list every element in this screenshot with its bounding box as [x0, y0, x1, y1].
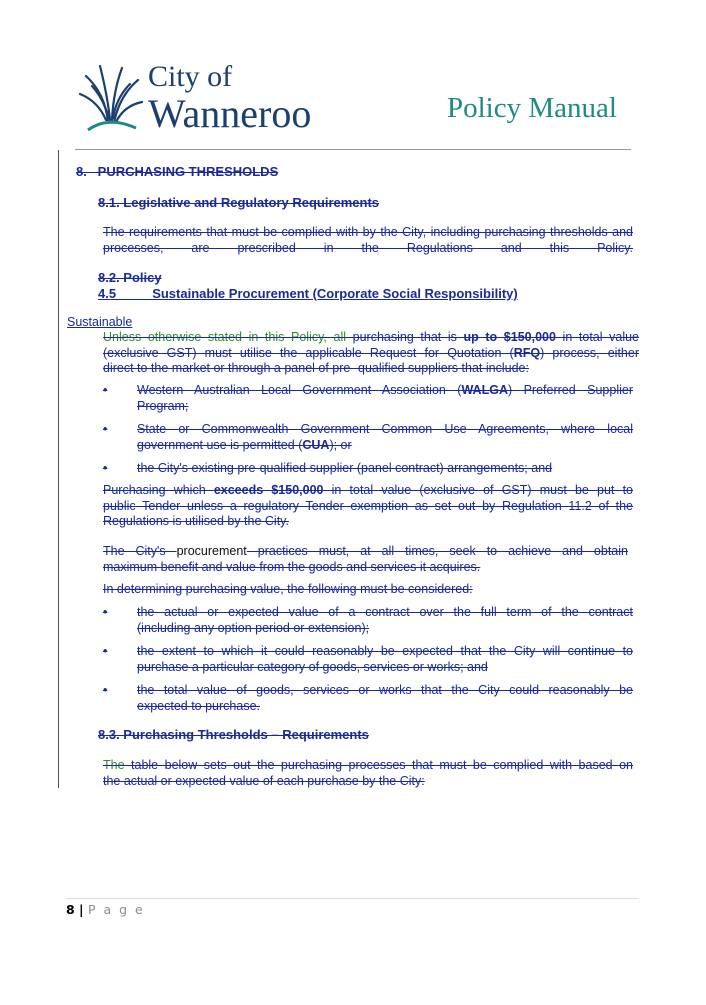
continue-purchase-list-item: the extent to which it could reasonably be expected that the City will continue to purchase a particular category of goods, services or works; and — [137, 644, 633, 674]
procurement-value-paragraph: The City's procurement practices must, at all times, seek to achieve and obtain maximum benefit and value from the goods and services it acquires. — [103, 544, 628, 574]
rfq-threshold-paragraph — [103, 330, 639, 377]
revision-change-bar — [58, 150, 59, 788]
city-of-wanneroo-logo — [78, 62, 328, 134]
determining-value-paragraph: In determining purchasing value, the following must be considered: — [103, 582, 473, 596]
policy-manual-title: Policy Manual — [447, 92, 617, 124]
tender-threshold-paragraph: Purchasing which exceeds $150,000 in total value (exclusive of GST) must be put to public Tender unless a regulatory Tender exemption as set out by Regulation 11.2 of the Regulations is utilised by the City. — [103, 483, 633, 528]
logo-text-city-of: City of — [148, 60, 233, 93]
bullet-icon: • — [103, 461, 108, 475]
bullet-icon: • — [103, 644, 108, 658]
section-8-3-heading: 8.3. Purchasing Thresholds – Requirements — [98, 727, 369, 742]
page-label: P a g e — [87, 902, 145, 917]
logo-text-wanneroo: Wanneroo — [148, 91, 312, 136]
section-4-5-heading: 4.5 Sustainable Procurement (Corporate Social Responsibility) — [98, 286, 518, 301]
rfq-line-3: direct to the market or through a panel of pre- qualified suppliers that include: — [103, 361, 529, 375]
walga-list-item: Western Australian Local Government Association (WALGA) Preferred Supplier Program; — [137, 383, 633, 413]
bullet-icon: • — [103, 422, 108, 436]
section-8-3-paragraph: The table below sets out the purchasing processes that must be complied with based on the actual or expected value of each purchase by the City: — [103, 758, 633, 788]
cua-list-item: State or Commonwealth Government Common Use Agreements, where local government use is permitted (CUA); or — [137, 422, 633, 452]
footer-divider — [66, 898, 639, 899]
section-8-1-paragraph: The requirements that must be complied with by the City, including purchasing thresholds and processes, are prescribed in the Regulations and this Policy. — [103, 225, 633, 255]
section-8-2-heading: 8.2. Policy — [98, 270, 162, 285]
section-8-1-heading: 8.1. Legislative and Regulatory Requirements — [98, 195, 380, 210]
rfq-line-2: (exclusive GST) must utilise the applicable Request for Quotation (RFQ) process, either — [103, 345, 639, 360]
bullet-icon: • — [103, 605, 108, 619]
bullet-icon: • — [103, 683, 108, 697]
page-footer — [66, 902, 145, 917]
contract-value-list-item: the actual or expected value of a contract over the full term of the contract (including any option period or extension); — [137, 605, 633, 635]
rfq-line-1: Unless otherwise stated in this Policy, all purchasing that is up to $150,000 in total value — [103, 330, 640, 344]
page-number: 8 — [66, 902, 75, 917]
panel-contract-list-item: the City's existing pre-qualified supplier (panel contract) arrangements; and — [137, 461, 553, 475]
grass-tree-logo-icon — [78, 62, 144, 134]
sustainable-inserted-label: Sustainable — [67, 315, 133, 329]
page-separator: | — [74, 902, 88, 917]
total-value-list-item: the total value of goods, services or works that the City could reasonably be expected to purchase. — [137, 683, 633, 713]
section-8-heading: 8. PURCHASING THRESHOLDS — [76, 164, 279, 179]
bullet-icon: • — [103, 383, 108, 397]
header-divider — [75, 149, 631, 150]
